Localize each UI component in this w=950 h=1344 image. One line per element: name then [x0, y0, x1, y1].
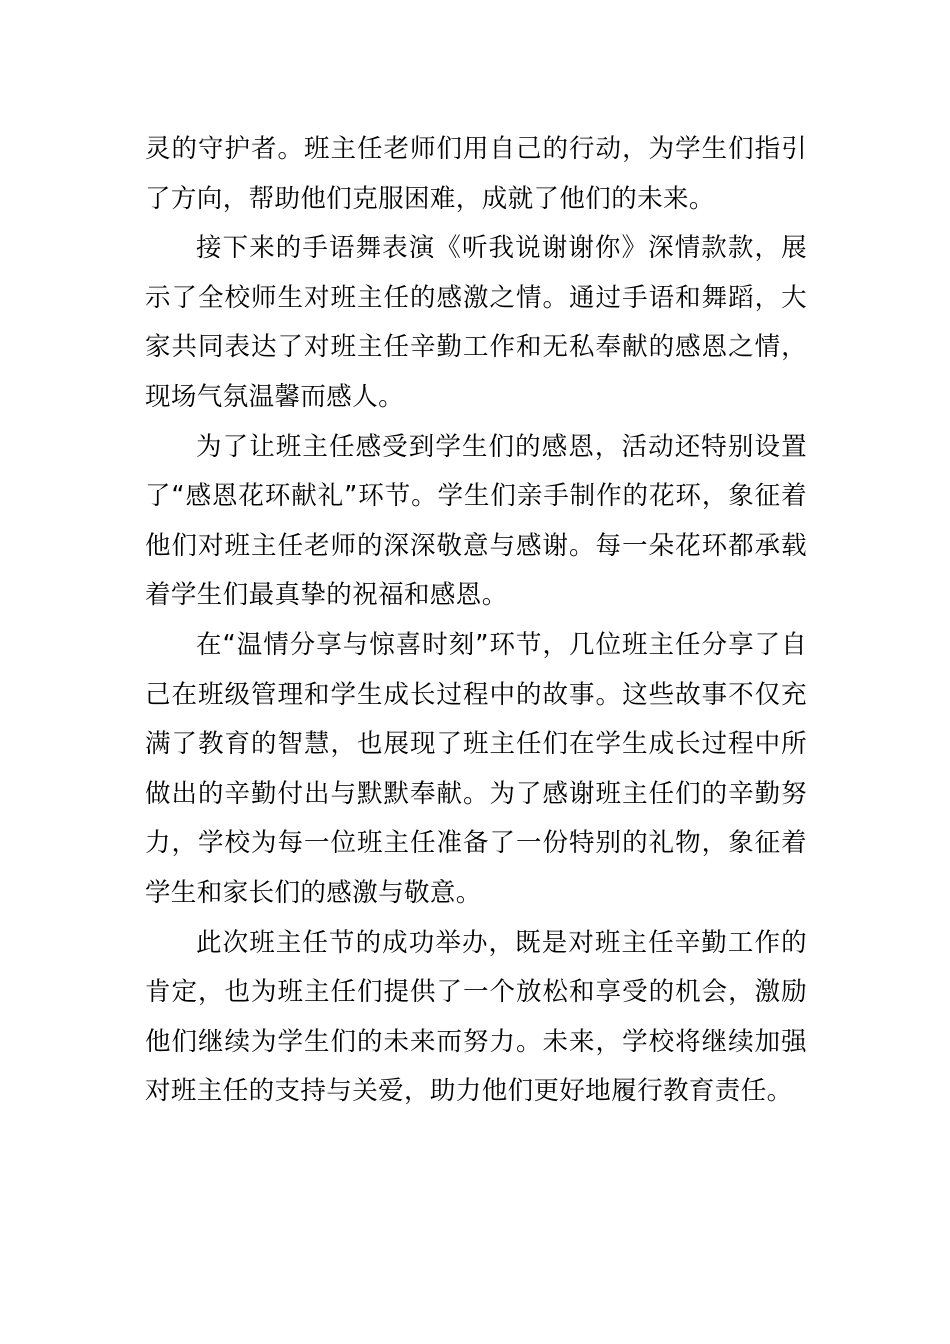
paragraph-continuation: 灵的守护者。班主任老师们用自己的行动，为学生们指引了方向，帮助他们克服困难，成就了他们的未来。 — [145, 134, 807, 214]
paragraph-flower-garland: 为了让班主任感受到学生们的感恩，活动还特别设置了“感恩花环献礼”环节。学生们亲手制作的花环，象征着他们对班主任老师的深深敬意与感谢。每一朵花环都承载着学生们最真挚的祝福和感恩。 — [145, 431, 807, 611]
paragraph-sharing-moment: 在“温情分享与惊喜时刻”环节，几位班主任分享了自己在班级管理和学生成长过程中的故事。这些故事不仅充满了教育的智慧，也展现了班主任们在学生成长过程中所做出的辛勤付出与默默奉献。为了感谢班主任们的辛勤努力，学校为每一位班主任准备了一份特别的礼物，象征着学生和家长们的感激与敬意。 — [145, 629, 807, 908]
document-page — [145, 125, 807, 1117]
paragraph-sign-dance: 接下来的手语舞表演《听我说谢谢你》深情款款，展示了全校师生对班主任的感激之情。通过手语和舞蹈，大家共同表达了对班主任辛勤工作和无私奉献的感恩之情，现场气氛温馨而感人。 — [145, 233, 807, 412]
paragraph-conclusion: 此次班主任节的成功举办，既是对班主任辛勤工作的肯定，也为班主任们提供了一个放松和享受的机会，激励他们继续为学生们的未来而努力。未来，学校将继续加强对班主任的支持与关爱，助力他们更好地履行教育责任。 — [145, 927, 807, 1107]
